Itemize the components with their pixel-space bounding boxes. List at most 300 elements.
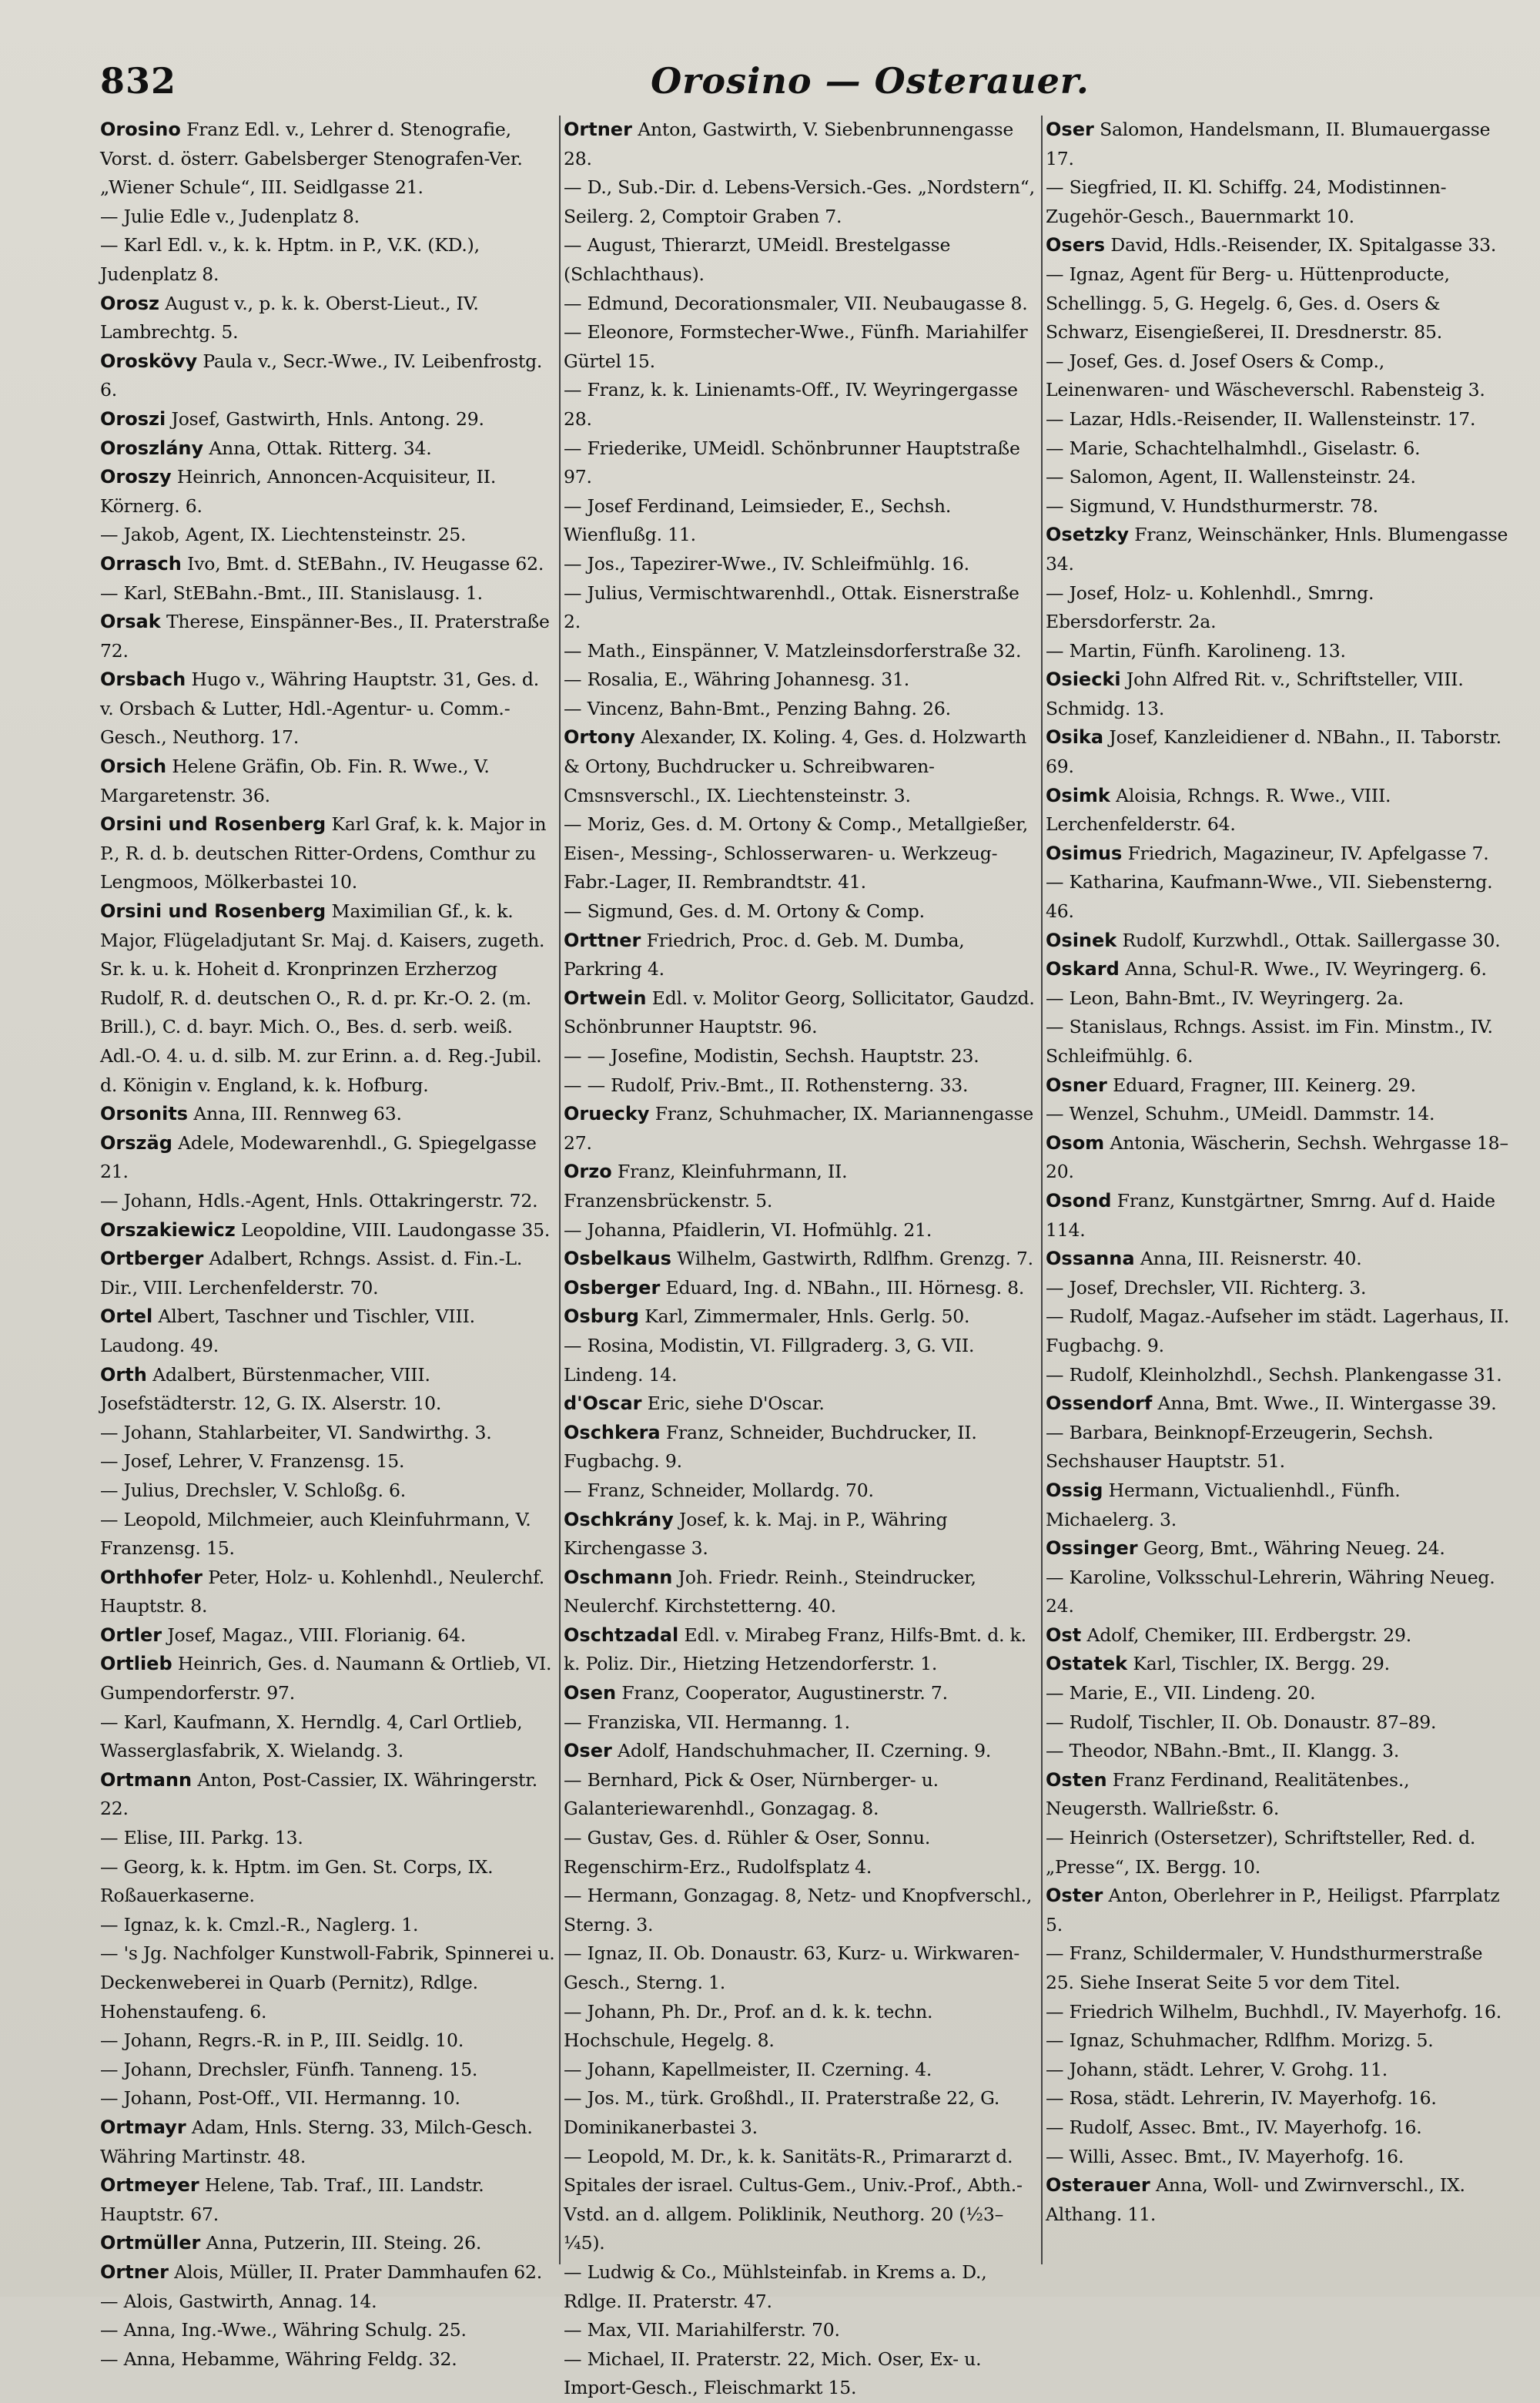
- directory-entry: [564, 1679, 1038, 1708]
- entry-details: Anna, Schul-R. Wwe., IV. Weyringerg. 6.: [1119, 958, 1487, 980]
- entry-details: Anton, Oberlehrer in P., Heiligst. Pfarrplatz 5.: [1046, 1885, 1500, 1935]
- directory-entry: [1046, 665, 1513, 723]
- entry-details: Hermann, Victualienhdl., Fünfh. Michaelerg. 3.: [1046, 1479, 1401, 1530]
- entry-details: — August, Thierarzt, UMeidl. Brestelgasse (Schlachthaus).: [564, 234, 951, 285]
- entry-surname: Oster: [1046, 1885, 1103, 1907]
- entry-surname: Orsonits: [100, 1103, 189, 1125]
- entry-details: — Leon, Bahn-Bmt., IV. Weyringerg. 2a.: [1046, 987, 1404, 1009]
- entry-details: — Johann, Post-Off., VII. Hermanng. 10.: [100, 2087, 460, 2110]
- directory-entry: [100, 1621, 556, 1651]
- entry-details: — Franziska, VII. Hermanng. 1.: [564, 1711, 850, 1733]
- entry-details: — Ludwig & Co., Mühlsteinfab. in Krems a. D., Rdlge. II. Praterstr. 47.: [564, 2261, 987, 2312]
- directory-entry: [564, 1998, 1038, 2056]
- entry-details: Heinrich, Annoncen-Acquisiteur, II. Körnerg. 6.: [100, 466, 497, 517]
- directory-entry: [564, 1100, 1038, 1158]
- entry-details: — Rosina, Modistin, VI. Fillgraderg. 3, G. VII. Lindeng. 14.: [564, 1334, 975, 1386]
- entry-details: Josef, Kanzleidiener d. NBahn., II. Taborstr. 69.: [1046, 726, 1502, 778]
- directory-entry: [564, 1071, 1038, 1101]
- column-1: [100, 116, 556, 2370]
- entry-surname: Ortmann: [100, 1768, 192, 1791]
- entry-details: Anton, Post-Cassier, IX. Währingerstr. 22.: [100, 1768, 538, 1820]
- directory-entry: [100, 2316, 556, 2345]
- directory-entry: [564, 810, 1038, 897]
- directory-entry: [564, 1419, 1038, 1476]
- entry-surname: Oroskövy: [100, 350, 198, 372]
- entry-details: — Friederike, UMeidl. Schönbrunner Hauptstraße 97.: [564, 437, 1020, 488]
- directory-entry: [100, 1302, 556, 1360]
- directory-entry: [1046, 1708, 1513, 1738]
- directory-entry: [1046, 1563, 1513, 1621]
- entry-surname: Orszakiewicz: [100, 1218, 236, 1241]
- directory-entry: [100, 752, 556, 810]
- entry-details: Karl Graf, k. k. Major in P., R. d. b. deutschen Ritter-Ordens, Comthur zu Lengmoos, Mölkerbastei 10.: [100, 813, 547, 893]
- directory-entry: [100, 2084, 556, 2113]
- entry-details: — Stanislaus, Rchngs. Assist. im Fin. Minstm., IV. Schleifmühlg. 6.: [1046, 1016, 1493, 1067]
- entry-details: August v., p. k. k. Oberst-Lieut., IV. Lambrechtg. 5.: [100, 292, 479, 344]
- entry-details: — Karl, Kaufmann, X. Herndlg. 4, Carl Ortlieb, Wasserglasfabrik, X. Wielandg. 3.: [100, 1711, 523, 1762]
- entry-details: Franz, Schuhmacher, IX. Mariannengasse 27.: [564, 1103, 1034, 1154]
- entry-surname: Osen: [564, 1682, 617, 1704]
- entry-surname: Osburg: [564, 1305, 639, 1328]
- entry-surname: Orsini und Rosenberg: [100, 813, 326, 836]
- directory-entry: [564, 2056, 1038, 2085]
- entry-details: Eduard, Ing. d. NBahn., III. Hörnesg. 8.: [660, 1276, 1025, 1299]
- entry-surname: Oskard: [1046, 958, 1120, 980]
- directory-entry: [100, 2287, 556, 2317]
- directory-entry: [100, 405, 556, 434]
- directory-entry: [564, 434, 1038, 492]
- entry-surname: Osberger: [564, 1276, 661, 1299]
- entry-surname: Oschtzadal: [564, 1624, 679, 1646]
- entry-details: — Michael, II. Praterstr. 22, Mich. Oser, Ex- u. Import-Gesch., Fleischmarkt 15.: [564, 2348, 982, 2399]
- column-3: [1046, 116, 1513, 2264]
- entry-surname: Ortmüller: [100, 2232, 201, 2254]
- entry-surname: Osond: [1046, 1189, 1112, 1212]
- entry-details: — Karl Edl. v., k. k. Hptm. in P., V.K. (KD.), Judenplatz 8.: [100, 234, 480, 285]
- entry-surname: Osiecki: [1046, 669, 1121, 691]
- directory-entry: [1046, 782, 1513, 840]
- directory-entry: [100, 1939, 556, 2026]
- entry-details: — Johann, städt. Lehrer, V. Grohg. 11.: [1046, 2058, 1388, 2080]
- entry-details: — Eleonore, Formstecher-Wwe., Fünfh. Mariahilfer Gürtel 15.: [564, 321, 1028, 372]
- entry-details: — Johann, Hdls.-Agent, Hnls. Ottakringerstr. 72.: [100, 1189, 538, 1212]
- entry-details: Friedrich, Magazineur, IV. Apfelgasse 7.: [1122, 842, 1489, 864]
- directory-entry: [100, 290, 556, 347]
- entry-details: Adolf, Handschuhmacher, II. Czerning. 9.: [611, 1740, 992, 1762]
- directory-entry: [1046, 173, 1513, 231]
- directory-entry: [1046, 1766, 1513, 1824]
- directory-entry: [100, 1766, 556, 1824]
- entry-details: — Josef, Ges. d. Josef Osers & Comp., Leinenwaren- und Wäscheverschl. Rabensteig 3.: [1046, 350, 1485, 401]
- page-number: 832: [100, 60, 177, 102]
- directory-entry: [1046, 2056, 1513, 2085]
- entry-surname: Ortony: [564, 726, 635, 749]
- directory-entry: [100, 665, 556, 752]
- directory-entry: [100, 1563, 556, 1621]
- entry-details: Maximilian Gf., k. k. Major, Flügeladjutant Sr. Maj. d. Kaisers, zugeth. Sr. k. u. k. Hoheit d. Kronprinzen Erzherzog Rudolf, R. d. deutschen O., R. d. pr. Kr.-O. 2. (m. Brill.), C. d. bayr. Mich. O., Bes. d. serb. weiß. Adl.-O. 4. u. d. silb. M. zur Erinn. a. d. Reg.-Jubil. d. Königin v. England, k. k. Hofburg.: [100, 900, 545, 1096]
- entry-details: — Sigmund, V. Hundsthurmerstr. 78.: [1046, 494, 1378, 517]
- entry-details: — Bernhard, Pick & Oser, Nürnberger- u. Galanteriewarenhdl., Gonzagag. 8.: [564, 1768, 939, 1820]
- directory-entry: [1046, 405, 1513, 434]
- directory-entry: [1046, 955, 1513, 984]
- entry-details: — Josef, Holz- u. Kohlenhdl., Smrng. Ebersdorferstr. 2a.: [1046, 581, 1374, 633]
- directory-entry: [564, 1274, 1038, 1303]
- directory-entry: [1046, 521, 1513, 578]
- entry-details: Leopoldine, VIII. Laudongasse 35.: [235, 1218, 551, 1241]
- directory-entry: [564, 116, 1038, 173]
- directory-entry: [1046, 1737, 1513, 1766]
- entry-details: — Anna, Ing.-Wwe., Währing Schulg. 25.: [100, 2319, 467, 2341]
- entry-details: Rudolf, Kurzwhdl., Ottak. Saillergasse 30.: [1116, 929, 1501, 951]
- entry-details: — Johann, Drechsler, Fünfh. Tanneng. 15.: [100, 2058, 478, 2080]
- entry-details: — Heinrich (Ostersetzer), Schriftsteller, Red. d. „Presse“, IX. Bergg. 10.: [1046, 1827, 1476, 1878]
- directory-entry: [1046, 116, 1513, 173]
- entry-details: — Karoline, Volksschul-Lehrerin, Währing Neueg. 24.: [1046, 1566, 1495, 1617]
- entry-details: — Johann, Regrs.-R. in P., III. Seidlg. 10.: [100, 2029, 464, 2052]
- entry-details: — Leopold, M. Dr., k. k. Sanitäts-R., Primararzt d. Spitales der israel. Cultus-Gem., Univ.-Prof., Abth.-Vstd. an d. allgem. Poliklinik, Neuthorg. 20 (½3–¼5).: [564, 2145, 1023, 2254]
- directory-entry: [564, 1708, 1038, 1738]
- directory-entry: [100, 1100, 556, 1129]
- entry-details: — Alois, Gastwirth, Annag. 14.: [100, 2290, 377, 2312]
- column-divider: [1041, 116, 1043, 2264]
- directory-entry: [564, 1882, 1038, 1939]
- entry-details: — Rosalia, E., Währing Johannesg. 31.: [564, 669, 909, 691]
- entry-surname: Ortmeyer: [100, 2174, 199, 2197]
- entry-surname: Ortler: [100, 1624, 162, 1646]
- directory-entry: [100, 1245, 556, 1302]
- running-title: Orosino — Osterauer.: [651, 60, 1090, 102]
- entry-details: Aloisia, Rchngs. R. Wwe., VIII. Lerchenfelderstr. 64.: [1046, 784, 1391, 836]
- entry-details: Franz Edl. v., Lehrer d. Stenografie, Vorst. d. österr. Gabelsberger Stenografen-Ver. „Wiener Schule“, III. Seidlgasse 21.: [100, 119, 523, 199]
- entry-surname: Orth: [100, 1363, 147, 1386]
- entry-details: — Siegfried, II. Kl. Schiffg. 24, Modistinnen-Zugehör-Gesch., Bauernmarkt 10.: [1046, 176, 1447, 227]
- entry-details: Edl. v. Mirabeg Franz, Hilfs-Bmt. d. k. k. Poliz. Dir., Hietzing Hetzendorferstr. 1.: [564, 1624, 1026, 1675]
- entry-surname: Ortmayr: [100, 2116, 186, 2138]
- directory-entry: [1046, 1824, 1513, 1882]
- entry-details: Adam, Hnls. Sterng. 33, Milch-Gesch. Währing Martinstr. 48.: [100, 2116, 533, 2167]
- directory-entry: [1046, 1998, 1513, 2027]
- entry-details: — Jos. M., türk. Großhdl., II. Praterstraße 22, G. Dominikanerbastei 3.: [564, 2087, 1000, 2138]
- entry-details: — Lazar, Hdls.-Reisender, II. Wallensteinstr. 17.: [1046, 407, 1476, 430]
- directory-entry: [564, 550, 1038, 579]
- entry-details: Karl, Tischler, IX. Bergg. 29.: [1127, 1653, 1390, 1675]
- directory-entry: [100, 116, 556, 203]
- directory-entry: [564, 927, 1038, 984]
- directory-entry: [1046, 1650, 1513, 1679]
- entry-surname: Ostatek: [1046, 1653, 1128, 1675]
- entry-surname: Osten: [1046, 1768, 1107, 1791]
- directory-entry: [100, 579, 556, 608]
- directory-entry: [100, 1476, 556, 1506]
- entry-details: — Hermann, Gonzagag. 8, Netz- und Knopfverschl., Sterng. 3.: [564, 1885, 1033, 1935]
- directory-entry: [564, 2345, 1038, 2403]
- entry-surname: Osterauer: [1046, 2174, 1150, 2197]
- directory-entry: [100, 550, 556, 579]
- directory-entry: [564, 173, 1038, 231]
- directory-entry: [1046, 840, 1513, 869]
- directory-entry: [564, 1389, 1038, 1419]
- directory-entry: [1046, 492, 1513, 521]
- directory-entry: [100, 1129, 556, 1187]
- directory-entry: [100, 1216, 556, 1245]
- entry-details: — Rudolf, Tischler, II. Ob. Donaustr. 87–89.: [1046, 1711, 1437, 1733]
- entry-details: Franz, Kunstgärtner, Smrng. Auf d. Haide 114.: [1046, 1189, 1495, 1241]
- entry-details: Josef, Gastwirth, Hnls. Antong. 29.: [166, 407, 484, 430]
- entry-details: Helene Gräfin, Ob. Fin. R. Wwe., V. Margaretenstr. 36.: [100, 756, 490, 806]
- entry-surname: Ost: [1046, 1624, 1082, 1646]
- directory-entry: [100, 2345, 556, 2375]
- directory-entry: [1046, 2143, 1513, 2172]
- entry-details: Adolf, Chemiker, III. Erdbergstr. 29.: [1081, 1624, 1411, 1646]
- entry-details: — Rudolf, Magaz.-Aufseher im städt. Lagerhaus, II. Fugbachg. 9.: [1046, 1305, 1510, 1356]
- directory-entry: [564, 2143, 1038, 2258]
- page-header: [100, 60, 1509, 114]
- directory-entry: [564, 1158, 1038, 1215]
- entry-details: Karl, Zimmermaler, Hnls. Gerlg. 50.: [638, 1305, 970, 1328]
- column-divider: [559, 116, 561, 2264]
- directory-entry: [564, 637, 1038, 666]
- directory-entry: [100, 608, 556, 665]
- entry-details: — Martin, Fünfh. Karolineng. 13.: [1046, 639, 1346, 662]
- entry-details: — Karl, StEBahn.-Bmt., III. Stanislausg. 1.: [100, 581, 483, 604]
- entry-details: — Leopold, Milchmeier, auch Kleinfuhrmann, V. Franzensg. 15.: [100, 1508, 531, 1560]
- entry-details: Eduard, Fragner, III. Keinerg. 29.: [1106, 1074, 1416, 1096]
- entry-details: — Josef Ferdinand, Leimsieder, E., Sechsh. Wienflußg. 11.: [564, 494, 952, 546]
- entry-details: — Julius, Vermischtwarenhdl., Ottak. Eisnerstraße 2.: [564, 581, 1019, 633]
- directory-entry: [100, 231, 556, 289]
- entry-surname: Oroszlány: [100, 437, 204, 459]
- entry-details: — Wenzel, Schuhm., UMeidl. Dammstr. 14.: [1046, 1103, 1435, 1125]
- entry-surname: Ossanna: [1046, 1248, 1135, 1270]
- directory-entry: [1046, 1939, 1513, 1997]
- entry-details: Adalbert, Bürstenmacher, VIII. Josefstädterstr. 12, G. IX. Alserstr. 10.: [100, 1363, 442, 1415]
- directory-entry: [100, 463, 556, 521]
- directory-entry: [1046, 1361, 1513, 1390]
- entry-surname: Oser: [564, 1740, 612, 1762]
- directory-entry: [1046, 1013, 1513, 1071]
- directory-entry: [100, 1419, 556, 1448]
- directory-entry: [1046, 463, 1513, 492]
- entry-details: — Katharina, Kaufmann-Wwe., VII. Siebensterng. 46.: [1046, 871, 1493, 923]
- entry-details: Anna, Putzerin, III. Steing. 26.: [200, 2232, 482, 2254]
- entry-details: Anna, III. Reisnerstr. 40.: [1134, 1248, 1362, 1270]
- entry-details: Paula v., Secr.-Wwe., IV. Leibenfrostg. 6.: [100, 350, 543, 401]
- entry-surname: d'Oscar: [564, 1393, 642, 1415]
- entry-details: Friedrich, Proc. d. Geb. M. Dumba, Parkring 4.: [564, 929, 965, 980]
- entry-details: — Rudolf, Assec. Bmt., IV. Mayerhofg. 16.: [1046, 2116, 1422, 2138]
- entry-surname: Ortlieb: [100, 1653, 172, 1675]
- directory-entry: [564, 1302, 1038, 1332]
- directory-entry: [1046, 1100, 1513, 1129]
- entry-details: — Julius, Drechsler, V. Schloßg. 6.: [100, 1479, 407, 1501]
- directory-entry: [1046, 1302, 1513, 1360]
- entry-details: — Theodor, NBahn.-Bmt., II. Klangg. 3.: [1046, 1740, 1400, 1762]
- entry-surname: Ortel: [100, 1305, 153, 1328]
- entry-details: Anna, III. Rennweg 63.: [188, 1103, 402, 1125]
- directory-entry: [1046, 984, 1513, 1014]
- directory-entry: [1046, 1621, 1513, 1651]
- entry-details: Anton, Gastwirth, V. Siebenbrunnengasse 28.: [564, 119, 1014, 169]
- entry-details: — Barbara, Beinknopf-Erzeugerin, Sechsh. Sechshauser Hauptstr. 51.: [1046, 1421, 1434, 1473]
- entry-details: Heinrich, Ges. d. Naumann & Ortlieb, VI. Gumpendorferstr. 97.: [100, 1653, 552, 1704]
- directory-entry: [564, 1621, 1038, 1679]
- entry-surname: Orsbach: [100, 669, 186, 691]
- entry-details: — D., Sub.-Dir. d. Lebens-Versich.-Ges. „Nordstern“, Seilerg. 2, Comptoir Graben 7.: [564, 176, 1035, 227]
- entry-surname: Osbelkaus: [564, 1248, 671, 1270]
- directory-entry: [564, 1476, 1038, 1506]
- entry-details: — Josef, Lehrer, V. Franzensg. 15.: [100, 1450, 405, 1473]
- directory-entry: [564, 2316, 1038, 2345]
- entry-details: Franz Ferdinand, Realitätenbes., Neugersth. Wallrießstr. 6.: [1046, 1768, 1410, 1820]
- entry-details: — Edmund, Decorationsmaler, VII. Neubaugasse 8.: [564, 292, 1028, 314]
- directory-entry: [100, 2229, 556, 2258]
- directory-entry: [1046, 579, 1513, 637]
- entry-details: — Johann, Kapellmeister, II. Czerning. 4.: [564, 2058, 932, 2080]
- entry-surname: Osner: [1046, 1074, 1107, 1096]
- directory-entry: [1046, 1129, 1513, 1187]
- directory-entry: [564, 665, 1038, 695]
- entry-details: — Vincenz, Bahn-Bmt., Penzing Bahng. 26.: [564, 697, 951, 719]
- entry-details: Salomon, Handelsmann, II. Blumauergasse 17.: [1046, 119, 1491, 169]
- entry-details: — Marie, E., VII. Lindeng. 20.: [1046, 1682, 1316, 1704]
- directory-entry: [564, 1939, 1038, 1997]
- entry-details: — Marie, Schachtelhalmhdl., Giselastr. 6.: [1046, 437, 1421, 459]
- entry-details: — Elise, III. Parkg. 13.: [100, 1827, 303, 1849]
- entry-details: Albert, Taschner und Tischler, VIII. Laudong. 49.: [100, 1305, 475, 1356]
- directory-entry: [1046, 723, 1513, 781]
- entry-details: Peter, Holz- u. Kohlenhdl., Neulerchf. Hauptstr. 8.: [100, 1566, 544, 1617]
- entry-details: Antonia, Wäscherin, Sechsh. Wehrgasse 18–20.: [1046, 1131, 1508, 1183]
- entry-surname: Ortberger: [100, 1248, 204, 1270]
- directory-entry: [564, 1766, 1038, 1824]
- entry-details: Josef, k. k. Maj. in P., Währing Kirchengasse 3.: [564, 1508, 948, 1560]
- entry-surname: Oser: [1046, 119, 1094, 140]
- entry-details: — Franz, k. k. Linienamts-Off., IV. Weyringergasse 28.: [564, 379, 1018, 430]
- directory-entry: [1046, 260, 1513, 347]
- directory-entry: [564, 1506, 1038, 1563]
- entry-details: — Johann, Stahlarbeiter, VI. Sandwirthg. 3.: [100, 1421, 492, 1443]
- entry-surname: Orrasch: [100, 552, 182, 575]
- entry-details: Wilhelm, Gastwirth, Rdlfhm. Grenzg. 7.: [671, 1248, 1033, 1270]
- directory-entry: [1046, 1882, 1513, 1939]
- directory-entry: [100, 1853, 556, 1911]
- directory-entry: [564, 1332, 1038, 1389]
- directory-entry: [100, 2026, 556, 2056]
- entry-details: — Franz, Schneider, Mollardg. 70.: [564, 1479, 874, 1501]
- directory-entry: [564, 376, 1038, 434]
- entry-surname: Ortner: [100, 2261, 169, 2283]
- directory-entry: [564, 1216, 1038, 1245]
- entry-surname: Ossinger: [1046, 1537, 1138, 1560]
- directory-entry: [1046, 927, 1513, 956]
- directory-entry: [564, 290, 1038, 319]
- directory-entry: [100, 1911, 556, 1940]
- entry-surname: Ossendorf: [1046, 1393, 1153, 1415]
- directory-entry: [100, 1506, 556, 1563]
- entry-details: — Johann, Ph. Dr., Prof. an d. k. k. techn. Hochschule, Hegelg. 8.: [564, 2000, 933, 2052]
- entry-surname: Ortwein: [564, 987, 647, 1009]
- directory-entry: [100, 2258, 556, 2287]
- directory-entry: [1046, 1534, 1513, 1563]
- directory-entry: [100, 347, 556, 405]
- entry-details: — Math., Einspänner, V. Matzleinsdorferstraße 32.: [564, 639, 1022, 662]
- directory-entry: [100, 1824, 556, 1853]
- directory-columns: [100, 116, 1513, 2399]
- entry-surname: Oschkera: [564, 1421, 661, 1443]
- entry-details: Helene, Tab. Traf., III. Landstr. Hauptstr. 67.: [100, 2174, 484, 2225]
- directory-entry: [100, 521, 556, 550]
- directory-entry: [1046, 1071, 1513, 1101]
- directory-entry: [100, 1650, 556, 1708]
- entry-details: Joh. Friedr. Reinh., Steindrucker, Neulerchf. Kirchstetterng. 40.: [564, 1566, 976, 1617]
- entry-surname: Orszäg: [100, 1131, 172, 1154]
- directory-entry: [1046, 637, 1513, 666]
- directory-entry: [100, 2171, 556, 2229]
- entry-details: David, Hdls.-Reisender, IX. Spitalgasse 33.: [1105, 234, 1497, 256]
- entry-details: — Ignaz, Schuhmacher, Rdlfhm. Morizg. 5.: [1046, 2029, 1434, 2052]
- directory-entry: [1046, 1187, 1513, 1245]
- entry-details: — Rudolf, Kleinholzhdl., Sechsh. Plankengasse 31.: [1046, 1363, 1502, 1386]
- directory-entry: [564, 579, 1038, 637]
- entry-details: Franz, Kleinfuhrmann, II. Franzensbrückenstr. 5.: [564, 1161, 848, 1212]
- directory-entry: [1046, 347, 1513, 405]
- directory-entry: [564, 1245, 1038, 1274]
- directory-entry: [1046, 1389, 1513, 1419]
- entry-details: Hugo v., Währing Hauptstr. 31, Ges. d. v. Orsbach & Lutter, Hdl.-Agentur- u. Comm.-Gesch., Neuthorg. 17.: [100, 669, 539, 749]
- entry-surname: Orsich: [100, 756, 167, 778]
- entry-details: — Sigmund, Ges. d. M. Ortony & Comp.: [564, 900, 925, 923]
- directory-entry: [100, 1361, 556, 1419]
- entry-surname: Orttner: [564, 929, 641, 951]
- entry-details: Edl. v. Molitor Georg, Sollicitator, Gaudzd. Schönbrunner Hauptstr. 96.: [564, 987, 1035, 1038]
- entry-details: — Gustav, Ges. d. Rühler & Oser, Sonnu. Regenschirm-Erz., Rudolfsplatz 4.: [564, 1827, 931, 1878]
- entry-details: — Ignaz, II. Ob. Donaustr. 63, Kurz- u. Wirkwaren-Gesch., Sterng. 1.: [564, 1942, 1020, 1993]
- entry-details: Alexander, IX. Koling. 4, Ges. d. Holzwarth & Ortony, Buchdrucker u. Schreibwaren-Cmsnsverschl., IX. Liechtensteinstr. 3.: [564, 726, 1027, 806]
- entry-details: — Rosa, städt. Lehrerin, IV. Mayerhofg. 16.: [1046, 2087, 1437, 2110]
- entry-details: — — Rudolf, Priv.-Bmt., II. Rothensterng. 33.: [564, 1074, 969, 1096]
- directory-entry: [564, 492, 1038, 550]
- directory-entry: [564, 1563, 1038, 1621]
- entry-details: — Josef, Drechsler, VII. Richterg. 3.: [1046, 1276, 1367, 1299]
- entry-details: — Jos., Tapezirer-Wwe., IV. Schleifmühlg. 16.: [564, 552, 969, 575]
- entry-surname: Osika: [1046, 726, 1104, 749]
- entry-details: — Max, VII. Mariahilferstr. 70.: [564, 2319, 840, 2341]
- entry-details: Eric, siehe D'Oscar.: [641, 1393, 825, 1415]
- entry-surname: Orzo: [564, 1161, 612, 1183]
- directory-entry: [564, 318, 1038, 376]
- directory-entry: [100, 2056, 556, 2085]
- entry-details: Anna, Woll- und Zwirnverschl., IX. Althang. 11.: [1046, 2174, 1465, 2225]
- directory-entry: [100, 1708, 556, 1766]
- entry-surname: Oroszy: [100, 466, 172, 488]
- directory-entry: [564, 984, 1038, 1042]
- entry-details: — 's Jg. Nachfolger Kunstwoll-Fabrik, Spinnerei u. Deckenweberei in Quarb (Pernitz), Rdlge. Hohenstaufeng. 6.: [100, 1942, 555, 2023]
- directory-entry: [564, 2258, 1038, 2316]
- column-2: [564, 116, 1038, 2399]
- entry-details: — Willi, Assec. Bmt., IV. Mayerhofg. 16.: [1046, 2145, 1404, 2167]
- entry-details: Adalbert, Rchngs. Assist. d. Fin.-L. Dir., VIII. Lerchenfelderstr. 70.: [100, 1248, 523, 1299]
- directory-entry: [1046, 1274, 1513, 1303]
- directory-entry: [1046, 1679, 1513, 1708]
- directory-entry: [564, 897, 1038, 927]
- directory-entry: [1046, 1419, 1513, 1476]
- entry-surname: Orsini und Rosenberg: [100, 900, 326, 923]
- entry-surname: Oruecky: [564, 1103, 650, 1125]
- entry-details: — Johanna, Pfaidlerin, VI. Hofmühlg. 21.: [564, 1218, 932, 1241]
- directory-entry: [564, 1042, 1038, 1071]
- directory-entry: [100, 810, 556, 897]
- entry-surname: Osinek: [1046, 929, 1117, 951]
